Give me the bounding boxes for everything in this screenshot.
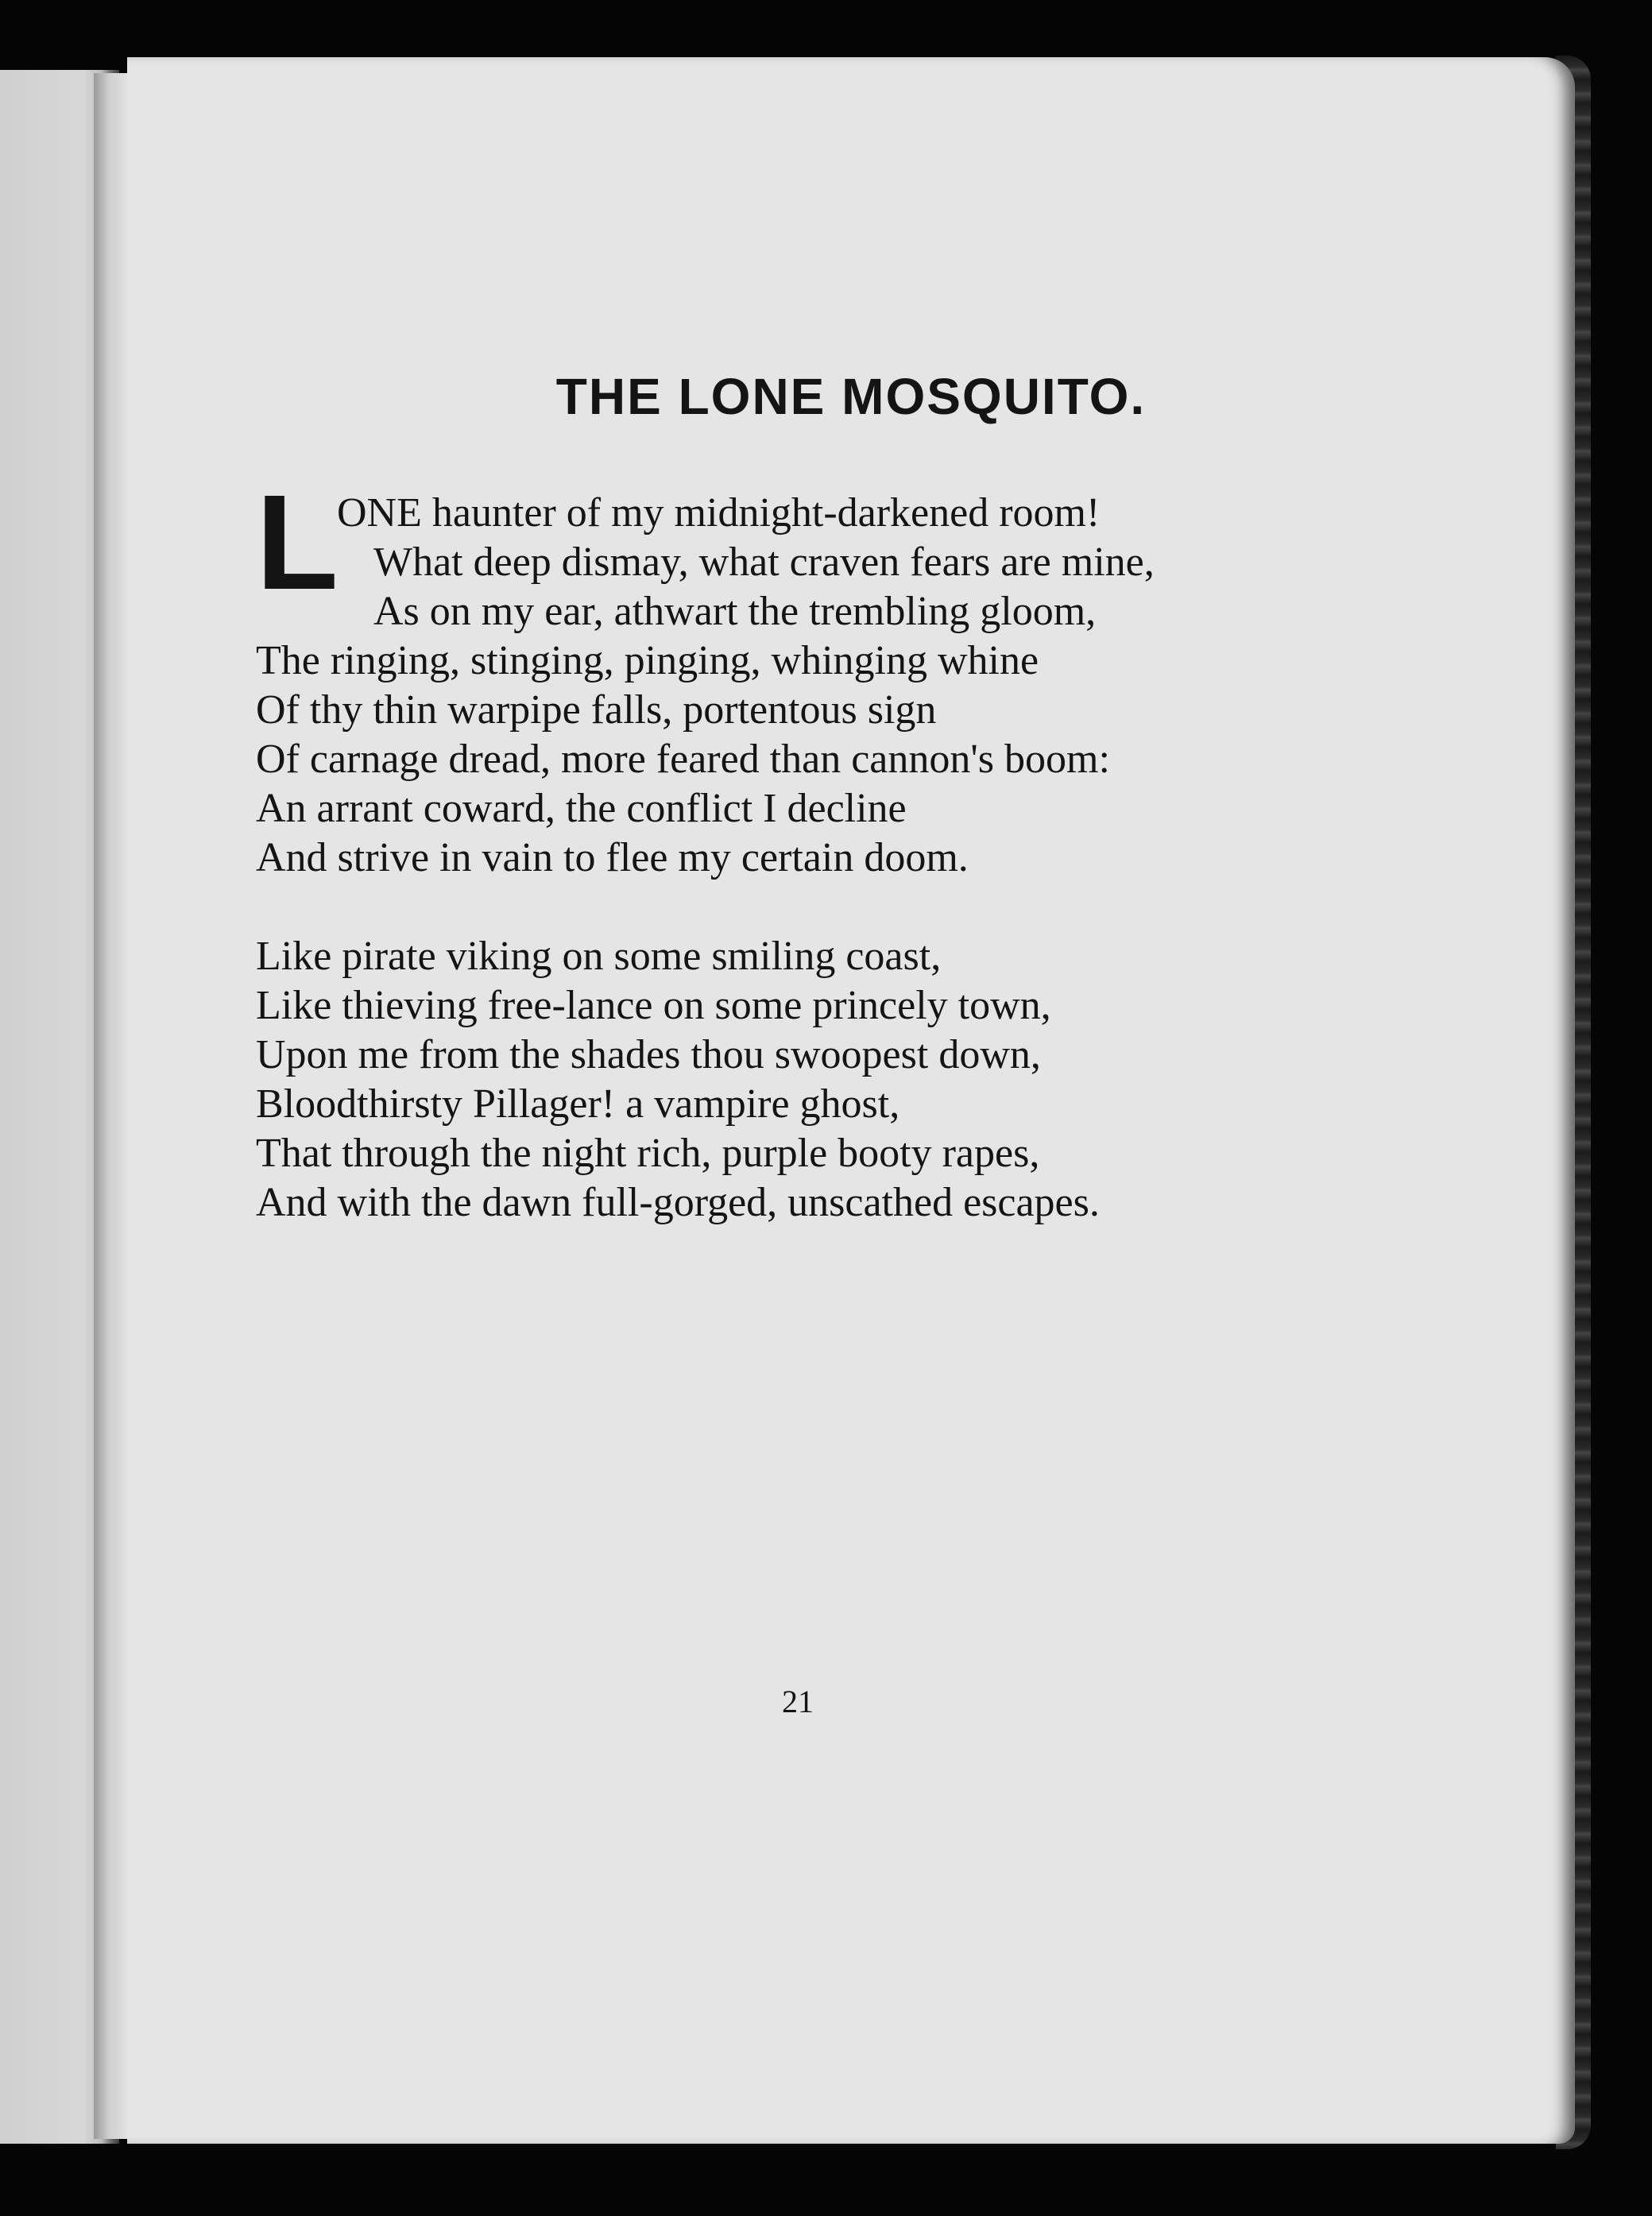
book-gutter <box>94 73 132 2139</box>
poem-line: And strive in vain to flee my certain doom. <box>256 835 969 880</box>
page-number: 21 <box>782 1684 814 1719</box>
page-number-container <box>127 1683 1575 1720</box>
poem-line: ONE haunter of my midnight-darkened room! <box>337 490 1101 536</box>
poem-line: The ringing, stinging, pinging, whinging whine <box>256 638 1039 683</box>
poem-line: And with the dawn full-gorged, unscathed escapes. <box>256 1180 1100 1225</box>
poem-body <box>256 489 1408 1228</box>
poem-line: An arrant coward, the conflict I decline <box>256 786 907 831</box>
stanza-break <box>256 883 1408 932</box>
poem-line: Upon me from the shades thou swoopest down, <box>256 1032 1041 1077</box>
poem-line: Of thy thin warpipe falls, portentous sign <box>256 687 937 733</box>
poem-line: Like thieving free-lance on some princely town, <box>256 983 1051 1028</box>
poem-line: Like pirate viking on some smiling coast, <box>256 934 942 979</box>
drop-cap: L <box>256 467 339 618</box>
poem-line: Bloodthirsty Pillager! a vampire ghost, <box>256 1081 900 1127</box>
poem-line: What deep dismay, what craven fears are mine, <box>373 539 1155 585</box>
poem-title: THE LONE MOSQUITO. <box>555 368 1147 425</box>
title-container <box>127 367 1575 426</box>
poem-line: That through the night rich, purple booty rapes, <box>256 1131 1040 1176</box>
poem-line: Of carnage dread, more feared than cannon's boom: <box>256 737 1110 782</box>
poem-line: As on my ear, athwart the trembling gloom, <box>373 589 1097 634</box>
